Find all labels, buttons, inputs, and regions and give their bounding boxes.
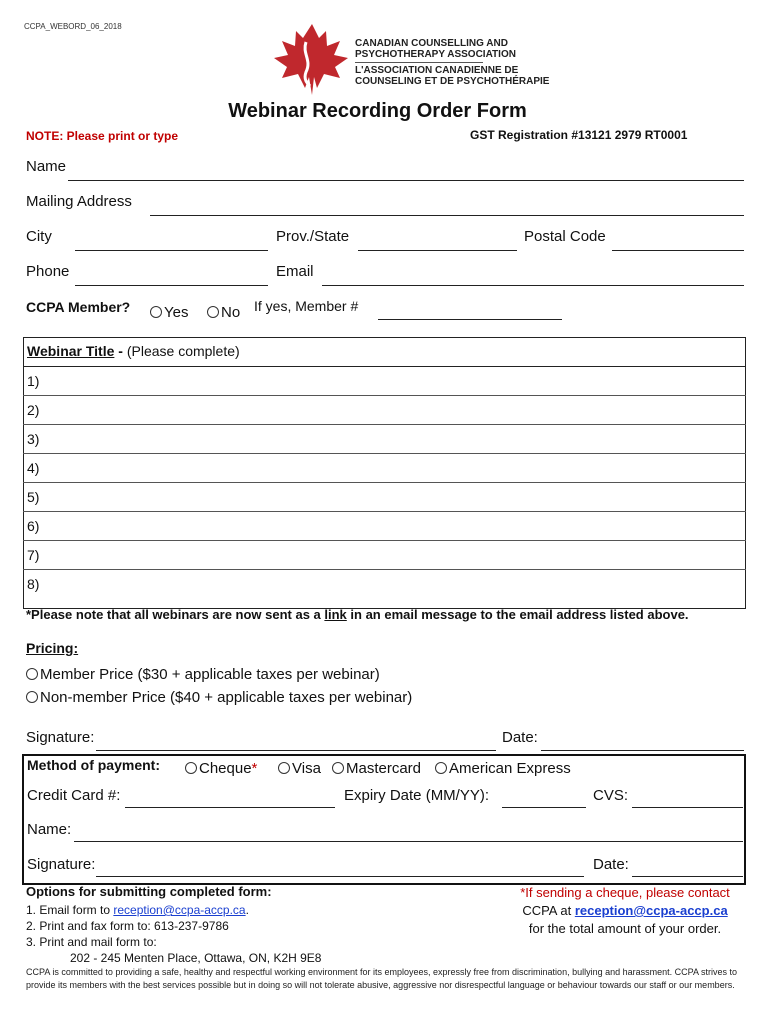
cardholder-name-field[interactable] [74, 841, 743, 842]
cardholder-signature-field[interactable] [96, 876, 584, 877]
member-price-option[interactable] [26, 666, 380, 683]
ccpa-member-label: CCPA Member? [26, 299, 131, 315]
cvs-field[interactable] [632, 807, 743, 808]
gst-registration: GST Registration #13121 2979 RT0001 [470, 128, 688, 142]
webinar-row[interactable] [23, 367, 746, 396]
payment-date-field[interactable] [632, 876, 743, 877]
credit-card-field[interactable] [125, 807, 335, 808]
webinar-header-note: (Please complete) [126, 343, 240, 359]
option-email-text: 1. Email form to [26, 903, 114, 917]
mastercard-radio[interactable] [332, 762, 344, 774]
cheque-radio[interactable] [185, 762, 197, 774]
option-mail: 3. Print and mail form to: [26, 935, 157, 949]
payment-cheque-option[interactable] [185, 760, 257, 777]
cheque-note-line1: *If sending a cheque, please contact [520, 885, 730, 900]
non-member-price-radio[interactable] [26, 691, 38, 703]
row-number: 8) [27, 576, 40, 592]
option-email [26, 902, 321, 918]
options-heading: Options for submitting completed form: [26, 884, 272, 899]
member-price-radio[interactable] [26, 668, 38, 680]
webinar-row[interactable] [23, 454, 746, 483]
member-no-option[interactable] [207, 304, 240, 321]
phone-label: Phone [26, 263, 70, 280]
signature-field[interactable] [96, 750, 496, 751]
date-label: Date: [502, 729, 538, 746]
row-number: 5) [27, 489, 40, 505]
expiry-date-label: Expiry Date (MM/YY): [344, 787, 490, 804]
member-no-text: No [221, 304, 241, 321]
mailing-address-field[interactable] [150, 215, 744, 216]
payment-date-label: Date: [593, 856, 629, 873]
page-title: Webinar Recording Order Form [228, 100, 527, 122]
row-number: 1) [27, 373, 40, 389]
reception-email-link[interactable]: reception@ccpa-accp.ca [113, 903, 246, 917]
webinar-table-header [23, 337, 746, 367]
cheque-note [505, 884, 745, 938]
option-email-suffix: . [245, 903, 249, 917]
webinar-row[interactable] [23, 425, 746, 454]
cheque-text: Cheque [199, 760, 252, 777]
city-field[interactable] [75, 250, 268, 251]
phone-field[interactable] [75, 285, 268, 286]
option-fax: 2. Print and fax form to: 613-237-9786 [26, 919, 229, 933]
mailing-address-label: Mailing Address [26, 193, 132, 210]
payment-mastercard-option[interactable] [332, 760, 421, 777]
document-code: CCPA_WEBORD_06_2018 [24, 22, 122, 31]
name-label: Name [26, 158, 67, 175]
email-field[interactable] [322, 285, 744, 286]
payment-method-label: Method of payment: [27, 757, 160, 773]
payment-visa-option[interactable] [278, 760, 321, 777]
webinar-header-separator: - [114, 343, 127, 359]
row-number: 3) [27, 431, 40, 447]
cheque-note-line2 [505, 902, 745, 920]
member-no-radio[interactable] [207, 306, 219, 318]
link-note-link-word: link [324, 607, 347, 622]
city-label: City [26, 228, 52, 245]
date-field[interactable] [541, 750, 744, 751]
cheque-note-prefix: CCPA at [522, 903, 575, 918]
webinar-row[interactable] [23, 512, 746, 541]
cardholder-name-label: Name: [27, 821, 72, 838]
webinar-row[interactable] [23, 541, 746, 570]
row-number: 6) [27, 518, 40, 534]
cvs-label: CVS: [593, 787, 629, 804]
options-list [26, 902, 321, 966]
visa-radio[interactable] [278, 762, 290, 774]
row-number: 7) [27, 547, 40, 563]
expiry-date-field[interactable] [502, 807, 586, 808]
link-note-end: in an email message to the email address listed above. [346, 607, 689, 622]
org-name-fr-1: L'ASSOCIATION CANADIENNE DE [355, 65, 519, 76]
member-yes-text: Yes [164, 304, 189, 321]
amex-text: American Express [449, 760, 571, 777]
mastercard-text: Mastercard [346, 760, 422, 777]
signature-label: Signature: [26, 729, 95, 746]
member-number-label: If yes, Member # [254, 298, 359, 314]
org-name-fr-2: COUNSELING ET DE PSYCHOTHÉRAPIE [355, 76, 550, 87]
name-field[interactable] [68, 180, 744, 181]
pricing-label: Pricing: [26, 640, 79, 656]
ccpa-maple-leaf-logo [272, 22, 350, 97]
visa-text: Visa [292, 760, 321, 777]
org-name-en-1: CANADIAN COUNSELLING AND [355, 38, 508, 49]
member-price-text: Member Price ($30 + applicable taxes per webinar) [40, 666, 380, 683]
footer-policy: CCPA is committed to providing a safe, healthy and respectful working environment for its employees, expressly free from discrimination, bullying and harassment. CCPA strives to provide its members with the best services possible but in doing so will not tolerate abusive, aggressive nor disrespectful language or behaviour towards our staff or our members. [26, 967, 737, 990]
cardholder-signature-label: Signature: [27, 856, 96, 873]
webinar-title-header: Webinar Title [27, 343, 115, 359]
link-note [26, 607, 689, 622]
prov-state-field[interactable] [358, 250, 517, 251]
credit-card-label: Credit Card #: [27, 787, 121, 804]
member-yes-option[interactable] [150, 304, 188, 321]
logo-text [355, 38, 549, 87]
postal-code-label: Postal Code [524, 228, 606, 245]
amex-radio[interactable] [435, 762, 447, 774]
cheque-asterisk: * [251, 760, 258, 777]
postal-code-field[interactable] [612, 250, 744, 251]
cheque-note-line3: for the total amount of your order. [528, 921, 722, 936]
logo-divider [355, 62, 483, 63]
org-name-en-2: PSYCHOTHERAPY ASSOCIATION [355, 49, 516, 60]
row-number: 2) [27, 402, 40, 418]
prov-state-label: Prov./State [276, 228, 350, 245]
webinar-row[interactable] [23, 483, 746, 512]
payment-amex-option[interactable] [435, 760, 571, 777]
row-number: 4) [27, 460, 40, 476]
non-member-price-option[interactable] [26, 689, 412, 706]
link-note-start: *Please note that all webinars are now sent as a [26, 607, 325, 622]
non-member-price-text: Non-member Price ($40 + applicable taxes per webinar) [40, 689, 413, 706]
member-yes-radio[interactable] [150, 306, 162, 318]
member-number-field[interactable] [378, 319, 562, 320]
mailing-address: 202 - 245 Menten Place, Ottawa, ON, K2H 9E8 [70, 951, 322, 965]
print-note: NOTE: Please print or type [26, 129, 179, 143]
webinar-row[interactable] [23, 396, 746, 425]
email-label: Email [276, 263, 314, 280]
cheque-email-link[interactable]: reception@ccpa-accp.ca [574, 903, 728, 918]
webinar-row[interactable] [23, 570, 746, 600]
